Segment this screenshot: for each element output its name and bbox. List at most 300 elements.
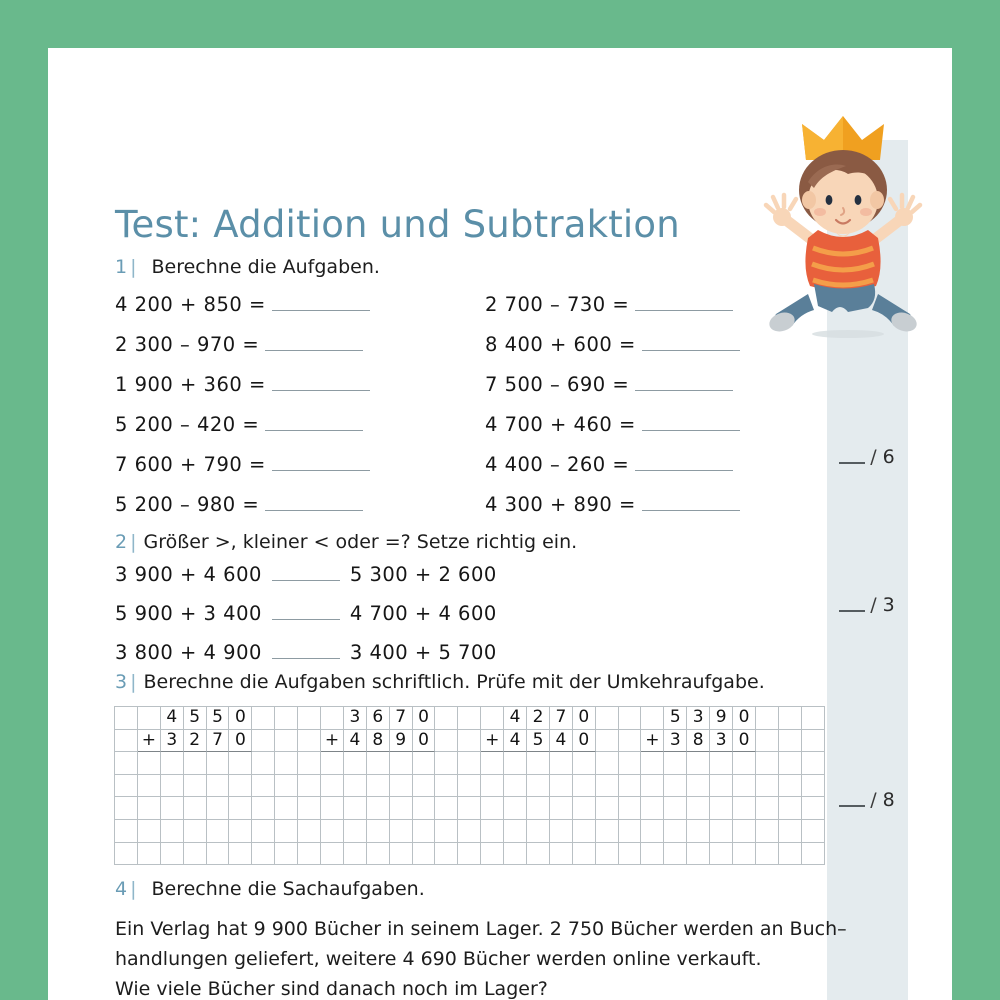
grid-cell[interactable] xyxy=(161,843,184,866)
score-input-blank[interactable] xyxy=(839,599,865,612)
grid-cell[interactable] xyxy=(458,707,481,730)
grid-cell[interactable] xyxy=(115,843,138,866)
grid-cell[interactable] xyxy=(596,730,619,753)
grid-cell[interactable] xyxy=(458,820,481,843)
grid-cell[interactable] xyxy=(390,797,413,820)
grid-cell[interactable] xyxy=(596,820,619,843)
grid-cell[interactable] xyxy=(229,752,252,775)
grid-cell[interactable] xyxy=(252,775,275,798)
grid-cell[interactable]: 0 xyxy=(229,707,252,730)
equation-text: 4 200 + 850 = xyxy=(115,293,266,316)
grid-cell[interactable] xyxy=(344,775,367,798)
grid-cell[interactable]: + xyxy=(481,730,504,753)
grid-cell[interactable] xyxy=(367,820,390,843)
grid-cell[interactable] xyxy=(710,797,733,820)
grid-cell[interactable] xyxy=(802,752,825,775)
grid-cell[interactable] xyxy=(138,707,161,730)
comparison-right: 3 400 + 5 700 xyxy=(349,641,497,664)
task-2-instruction: Größer >, kleiner < oder =? Setze richtig ein. xyxy=(143,531,578,553)
grid-cell[interactable] xyxy=(664,775,687,798)
grid-cell[interactable]: + xyxy=(641,730,664,753)
grid-cell[interactable] xyxy=(115,752,138,775)
answer-blank[interactable] xyxy=(265,416,363,431)
grid-cell[interactable] xyxy=(275,730,298,753)
grid-cell[interactable] xyxy=(390,820,413,843)
grid-cell[interactable] xyxy=(527,752,550,775)
grid-cell[interactable] xyxy=(756,730,779,753)
grid-cell[interactable] xyxy=(115,775,138,798)
grid-cell[interactable] xyxy=(733,752,756,775)
grid-cell[interactable]: 3 xyxy=(664,730,687,753)
grid-cell[interactable] xyxy=(756,775,779,798)
grid-cell[interactable] xyxy=(641,707,664,730)
grid-cell[interactable] xyxy=(550,797,573,820)
grid-cell[interactable] xyxy=(275,843,298,866)
grid-cell[interactable] xyxy=(641,820,664,843)
score-slash: / xyxy=(870,594,878,616)
task-2-separator: | xyxy=(130,531,137,553)
grid-cell[interactable] xyxy=(413,797,436,820)
task-2-heading xyxy=(115,531,577,553)
grid-cell[interactable]: 6 xyxy=(367,707,390,730)
grid-cell[interactable] xyxy=(779,843,802,866)
grid-cell[interactable]: 0 xyxy=(573,707,596,730)
grid-cell[interactable] xyxy=(138,843,161,866)
grid-cell[interactable] xyxy=(229,820,252,843)
grid-cell[interactable] xyxy=(527,775,550,798)
grid-cell[interactable] xyxy=(687,820,710,843)
grid-cell[interactable] xyxy=(321,775,344,798)
grid-cell[interactable]: 4 xyxy=(344,730,367,753)
grid-cell[interactable] xyxy=(527,820,550,843)
grid-cell[interactable] xyxy=(207,820,230,843)
grid-cell[interactable] xyxy=(435,730,458,753)
grid-cell[interactable] xyxy=(390,752,413,775)
equation-text: 5 200 – 420 = xyxy=(115,413,260,436)
grid-cell[interactable] xyxy=(481,775,504,798)
score-box-task-2[interactable] xyxy=(827,593,908,617)
score-slash: / xyxy=(870,446,878,468)
grid-cell[interactable] xyxy=(115,707,138,730)
task-2-number: 2 xyxy=(115,531,128,553)
task-3-separator: | xyxy=(130,671,137,693)
grid-cell[interactable]: 8 xyxy=(687,730,710,753)
grid-cell[interactable] xyxy=(115,730,138,753)
equation-left-4 xyxy=(115,413,363,436)
grid-cell[interactable] xyxy=(458,775,481,798)
grid-cell[interactable]: 7 xyxy=(207,730,230,753)
grid-cell[interactable] xyxy=(252,730,275,753)
score-input-blank[interactable] xyxy=(839,794,865,807)
grid-cell[interactable] xyxy=(321,820,344,843)
grid-cell[interactable] xyxy=(619,820,642,843)
grid-cell[interactable] xyxy=(641,752,664,775)
grid-cell[interactable] xyxy=(344,752,367,775)
task-3-number: 3 xyxy=(115,671,128,693)
grid-cell[interactable]: 9 xyxy=(390,730,413,753)
grid-cell[interactable] xyxy=(733,797,756,820)
equation-left-1 xyxy=(115,293,370,316)
grid-cell[interactable] xyxy=(573,820,596,843)
grid-cell[interactable] xyxy=(298,797,321,820)
equation-right-6 xyxy=(485,493,740,516)
grid-cell[interactable] xyxy=(619,707,642,730)
grid-cell[interactable] xyxy=(733,843,756,866)
equation-right-5 xyxy=(485,453,733,476)
grid-cell[interactable] xyxy=(138,752,161,775)
grid-cell[interactable] xyxy=(779,730,802,753)
grid-cell[interactable] xyxy=(710,775,733,798)
grid-cell[interactable] xyxy=(527,797,550,820)
grid-cell[interactable] xyxy=(207,752,230,775)
grid-cell[interactable] xyxy=(481,797,504,820)
grid-cell[interactable]: 9 xyxy=(710,707,733,730)
grid-cell[interactable] xyxy=(161,752,184,775)
equation-right-2 xyxy=(485,333,740,356)
task-1-instruction: Berechne die Aufgaben. xyxy=(151,256,380,278)
grid-cell[interactable] xyxy=(298,707,321,730)
grid-cell[interactable] xyxy=(619,843,642,866)
grid-cell[interactable]: 0 xyxy=(413,707,436,730)
grid-cell[interactable] xyxy=(664,820,687,843)
grid-cell[interactable]: 7 xyxy=(550,707,573,730)
grid-cell[interactable] xyxy=(321,797,344,820)
grid-cell[interactable] xyxy=(321,707,344,730)
grid-cell[interactable] xyxy=(435,820,458,843)
answer-blank[interactable] xyxy=(635,296,733,311)
grid-cell[interactable] xyxy=(390,843,413,866)
grid-cell[interactable] xyxy=(802,843,825,866)
grid-cell[interactable] xyxy=(184,820,207,843)
grid-cell[interactable] xyxy=(802,707,825,730)
worksheet-page xyxy=(48,48,952,1000)
grid-cell[interactable] xyxy=(138,797,161,820)
task-4-heading xyxy=(115,878,425,900)
grid-cell[interactable] xyxy=(275,752,298,775)
grid-cell[interactable] xyxy=(481,707,504,730)
grid-cell[interactable] xyxy=(550,820,573,843)
grid-cell[interactable] xyxy=(481,752,504,775)
grid-cell[interactable] xyxy=(596,797,619,820)
grid-cell[interactable] xyxy=(664,797,687,820)
grid-cell[interactable] xyxy=(802,797,825,820)
grid-cell[interactable] xyxy=(367,843,390,866)
grid-cell[interactable] xyxy=(115,797,138,820)
grid-cell[interactable] xyxy=(252,843,275,866)
grid-cell[interactable] xyxy=(229,797,252,820)
grid-cell[interactable] xyxy=(252,797,275,820)
comparison-row-2 xyxy=(115,602,497,625)
grid-cell[interactable] xyxy=(504,820,527,843)
answer-blank[interactable] xyxy=(265,336,363,351)
grid-cell[interactable] xyxy=(321,752,344,775)
grid-cell[interactable] xyxy=(138,775,161,798)
grid-cell[interactable] xyxy=(207,843,230,866)
answer-blank[interactable] xyxy=(272,376,370,391)
grid-cell[interactable] xyxy=(619,797,642,820)
grid-cell[interactable] xyxy=(367,752,390,775)
comparison-right: 5 300 + 2 600 xyxy=(349,563,497,586)
equation-right-1 xyxy=(485,293,733,316)
grid-cell[interactable] xyxy=(275,707,298,730)
grid-cell[interactable] xyxy=(161,775,184,798)
grid-cell[interactable] xyxy=(733,820,756,843)
equation-text: 4 300 + 890 = xyxy=(485,493,636,516)
grid-cell[interactable] xyxy=(252,707,275,730)
grid-cell[interactable] xyxy=(458,843,481,866)
equation-text: 5 200 – 980 = xyxy=(115,493,260,516)
grid-cell[interactable] xyxy=(756,797,779,820)
task-4-number: 4 xyxy=(115,878,128,900)
grid-cell[interactable] xyxy=(779,775,802,798)
grid-cell[interactable] xyxy=(229,775,252,798)
grid-cell[interactable] xyxy=(298,775,321,798)
score-total: 6 xyxy=(882,446,896,468)
grid-cell[interactable] xyxy=(641,797,664,820)
comparison-blank[interactable] xyxy=(272,644,340,659)
comparison-left: 5 900 + 3 400 xyxy=(115,602,262,625)
grid-cell[interactable] xyxy=(252,820,275,843)
task-3-instruction: Berechne die Aufgaben schriftlich. Prüfe mit der Umkehraufgabe. xyxy=(143,671,765,693)
answer-blank[interactable] xyxy=(642,496,740,511)
grid-cell[interactable] xyxy=(596,843,619,866)
task-4-instruction: Berechne die Sachaufgaben. xyxy=(151,878,425,900)
grid-cell[interactable] xyxy=(298,843,321,866)
answer-blank[interactable] xyxy=(635,376,733,391)
grid-cell[interactable] xyxy=(550,752,573,775)
grid-cell[interactable] xyxy=(573,843,596,866)
score-input-blank[interactable] xyxy=(839,451,865,464)
grid-cell[interactable] xyxy=(596,707,619,730)
grid-cell[interactable] xyxy=(413,820,436,843)
task-4-separator: | xyxy=(130,878,137,900)
grid-cell[interactable] xyxy=(573,797,596,820)
jumping-boy-with-crown-illustration xyxy=(748,108,938,338)
grid-cell[interactable] xyxy=(435,797,458,820)
grid-cell[interactable]: 3 xyxy=(161,730,184,753)
comparison-right: 4 700 + 4 600 xyxy=(349,602,497,625)
comparison-row-3 xyxy=(115,641,497,664)
grid-cell[interactable] xyxy=(413,752,436,775)
page-title: Test: Addition und Subtraktion xyxy=(115,203,680,246)
grid-cell[interactable]: 0 xyxy=(229,730,252,753)
equation-left-2 xyxy=(115,333,363,356)
grid-cell[interactable] xyxy=(481,843,504,866)
grid-cell[interactable] xyxy=(207,797,230,820)
grid-cell[interactable] xyxy=(504,843,527,866)
word-problem-line-2: handlungen geliefert, weitere 4 690 Bücher werden online verkauft. xyxy=(115,948,762,970)
grid-cell[interactable] xyxy=(550,775,573,798)
grid-cell[interactable]: 0 xyxy=(413,730,436,753)
grid-cell[interactable] xyxy=(504,752,527,775)
grid-cell[interactable] xyxy=(710,843,733,866)
grid-cell[interactable] xyxy=(481,820,504,843)
written-calculation-grid[interactable] xyxy=(114,706,825,865)
grid-cell[interactable] xyxy=(184,797,207,820)
grid-cell[interactable]: 5 xyxy=(527,730,550,753)
grid-cell[interactable] xyxy=(458,752,481,775)
grid-cell[interactable] xyxy=(184,843,207,866)
grid-cell[interactable] xyxy=(550,843,573,866)
equation-right-3 xyxy=(485,373,733,396)
task-1-heading xyxy=(115,256,380,278)
task-1-number: 1 xyxy=(115,256,128,278)
grid-cell[interactable] xyxy=(619,775,642,798)
comparison-left: 3 800 + 4 900 xyxy=(115,641,262,664)
word-problem-line-3: Wie viele Bücher sind danach noch im Lager? xyxy=(115,978,548,1000)
score-total: 3 xyxy=(882,594,896,616)
grid-cell[interactable] xyxy=(435,843,458,866)
grid-cell[interactable] xyxy=(687,775,710,798)
grid-cell[interactable] xyxy=(802,820,825,843)
grid-cell[interactable] xyxy=(504,797,527,820)
grid-cell[interactable]: 4 xyxy=(504,730,527,753)
grid-cell[interactable]: 2 xyxy=(184,730,207,753)
grid-cell[interactable]: 3 xyxy=(344,707,367,730)
grid-cell[interactable] xyxy=(779,707,802,730)
equation-text: 4 400 – 260 = xyxy=(485,453,630,476)
grid-cell[interactable] xyxy=(184,775,207,798)
grid-cell[interactable] xyxy=(413,843,436,866)
grid-cell[interactable] xyxy=(710,820,733,843)
answer-blank[interactable] xyxy=(272,296,370,311)
grid-cell[interactable] xyxy=(664,752,687,775)
grid-cell[interactable] xyxy=(619,730,642,753)
grid-cell[interactable]: 0 xyxy=(573,730,596,753)
grid-cell[interactable]: 2 xyxy=(527,707,550,730)
grid-cell[interactable] xyxy=(779,752,802,775)
grid-cell[interactable] xyxy=(344,843,367,866)
grid-cell[interactable]: 4 xyxy=(504,707,527,730)
grid-cell[interactable] xyxy=(527,843,550,866)
grid-cell[interactable] xyxy=(298,820,321,843)
grid-cell[interactable]: 7 xyxy=(390,707,413,730)
grid-cell[interactable] xyxy=(573,775,596,798)
grid-cell[interactable] xyxy=(756,843,779,866)
comparison-blank[interactable] xyxy=(272,566,340,581)
equation-text: 7 600 + 790 = xyxy=(115,453,266,476)
score-slash: / xyxy=(870,789,878,811)
grid-cell[interactable] xyxy=(458,797,481,820)
grid-cell[interactable] xyxy=(619,752,642,775)
equation-right-4 xyxy=(485,413,740,436)
grid-cell[interactable]: 4 xyxy=(161,707,184,730)
grid-cell[interactable] xyxy=(641,775,664,798)
grid-cell[interactable]: 5 xyxy=(184,707,207,730)
grid-cell[interactable] xyxy=(207,775,230,798)
grid-cell[interactable] xyxy=(275,775,298,798)
grid-cell[interactable] xyxy=(802,730,825,753)
grid-cell[interactable]: + xyxy=(321,730,344,753)
grid-cell[interactable] xyxy=(161,797,184,820)
grid-cell[interactable] xyxy=(138,820,161,843)
equation-text: 7 500 – 690 = xyxy=(485,373,630,396)
grid-cell[interactable]: 0 xyxy=(733,707,756,730)
grid-cell[interactable] xyxy=(573,752,596,775)
grid-cell[interactable] xyxy=(756,752,779,775)
grid-cell[interactable] xyxy=(435,775,458,798)
comparison-row-1 xyxy=(115,563,497,586)
equation-left-5 xyxy=(115,453,370,476)
grid-cell[interactable] xyxy=(390,775,413,798)
equation-text: 2 300 – 970 = xyxy=(115,333,260,356)
score-total: 8 xyxy=(882,789,896,811)
grid-cell[interactable] xyxy=(802,775,825,798)
equation-text: 4 700 + 460 = xyxy=(485,413,636,436)
answer-blank[interactable] xyxy=(635,456,733,471)
grid-cell[interactable]: 5 xyxy=(207,707,230,730)
answer-blank[interactable] xyxy=(642,416,740,431)
grid-cell[interactable] xyxy=(413,775,436,798)
equation-left-6 xyxy=(115,493,363,516)
grid-cell[interactable] xyxy=(756,820,779,843)
grid-cell[interactable] xyxy=(596,775,619,798)
grid-cell[interactable] xyxy=(458,730,481,753)
equation-text: 2 700 – 730 = xyxy=(485,293,630,316)
grid-cell[interactable] xyxy=(687,843,710,866)
grid-cell[interactable] xyxy=(161,820,184,843)
grid-cell[interactable] xyxy=(504,775,527,798)
grid-cell[interactable] xyxy=(344,820,367,843)
grid-cell[interactable] xyxy=(321,843,344,866)
grid-cell[interactable]: + xyxy=(138,730,161,753)
grid-cell[interactable] xyxy=(344,797,367,820)
score-box-task-3[interactable] xyxy=(827,788,908,812)
comparison-left: 3 900 + 4 600 xyxy=(115,563,262,586)
grid-cell[interactable] xyxy=(298,730,321,753)
grid-cell[interactable] xyxy=(733,775,756,798)
grid-cell[interactable] xyxy=(710,752,733,775)
grid-cell[interactable] xyxy=(687,797,710,820)
answer-blank[interactable] xyxy=(265,496,363,511)
grid-cell[interactable]: 3 xyxy=(687,707,710,730)
answer-blank[interactable] xyxy=(642,336,740,351)
answer-blank[interactable] xyxy=(272,456,370,471)
grid-cell[interactable]: 0 xyxy=(733,730,756,753)
grid-cell[interactable] xyxy=(298,752,321,775)
grid-cell[interactable] xyxy=(252,752,275,775)
grid-cell[interactable] xyxy=(641,843,664,866)
grid-cell[interactable] xyxy=(184,752,207,775)
grid-cell[interactable] xyxy=(275,797,298,820)
equation-text: 1 900 + 360 = xyxy=(115,373,266,396)
word-problem-line-1: Ein Verlag hat 9 900 Bücher in seinem Lager. 2 750 Bücher werden an Buch– xyxy=(115,918,847,940)
grid-cell[interactable] xyxy=(367,797,390,820)
grid-cell[interactable] xyxy=(664,843,687,866)
comparison-blank[interactable] xyxy=(272,605,340,620)
grid-cell[interactable] xyxy=(596,752,619,775)
grid-cell[interactable] xyxy=(435,752,458,775)
equation-text: 8 400 + 600 = xyxy=(485,333,636,356)
task-3-heading xyxy=(115,671,765,693)
grid-cell[interactable] xyxy=(779,820,802,843)
grid-cell[interactable]: 8 xyxy=(367,730,390,753)
grid-cell[interactable] xyxy=(756,707,779,730)
grid-cell[interactable] xyxy=(115,820,138,843)
grid-cell[interactable]: 3 xyxy=(710,730,733,753)
grid-cell[interactable] xyxy=(435,707,458,730)
task-1-separator: | xyxy=(130,256,137,278)
grid-cell[interactable] xyxy=(779,797,802,820)
score-box-task-1[interactable] xyxy=(827,445,908,469)
grid-cell[interactable] xyxy=(367,775,390,798)
grid-cell[interactable] xyxy=(229,843,252,866)
grid-cell[interactable] xyxy=(687,752,710,775)
grid-cell[interactable]: 4 xyxy=(550,730,573,753)
grid-cell[interactable] xyxy=(275,820,298,843)
equation-left-3 xyxy=(115,373,370,396)
grid-cell[interactable]: 5 xyxy=(664,707,687,730)
